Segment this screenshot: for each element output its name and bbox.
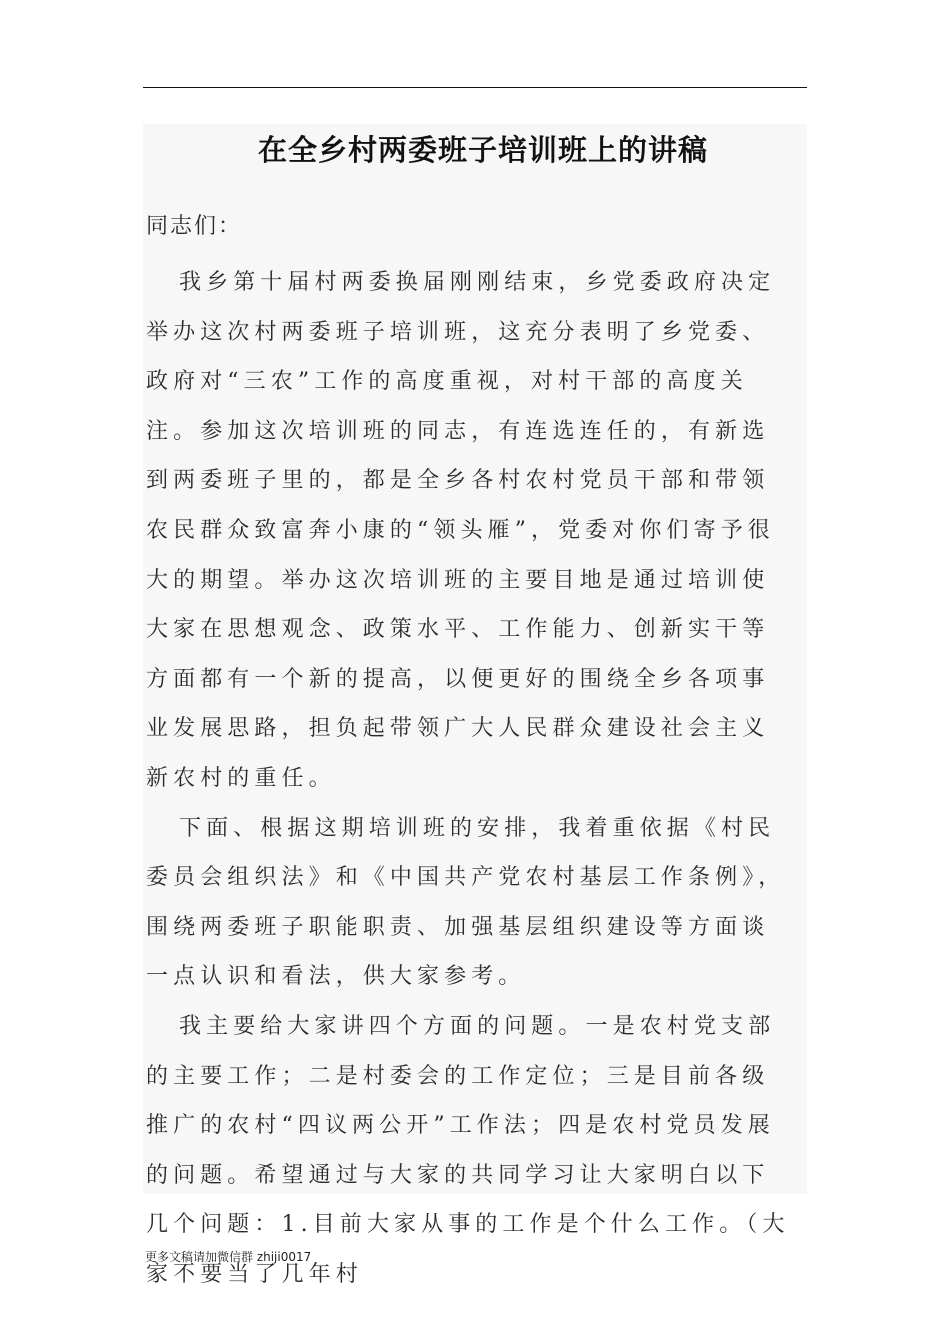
footer-note: 更多文稿请加微信群 zhiji0017 <box>145 1250 312 1264</box>
document-title: 在全乡村两委班子培训班上的讲稿 <box>257 133 708 167</box>
paragraph-1: 我乡第十届村两委换届刚刚结束，乡党委政府决定举办这次村两委班子培训班，这充分表明了乡党委、政府对“三农”工作的高度重视，对村干部的高度关注。参加这次培训班的同志，有连选连任的，有新选到两委班子里的，都是全乡各村农村党员干部和带领农民群众致富奔小康的“领头雁”，党委对你们寄予很大的期望。举办这次培训班的主要目地是通过培训使大家在思想观念、政策水平、工作能力、创新实干等方面都有一个新的提高，以便更好的围绕全乡各项事业发展思路，担负起带领广大人民群众建设社会主义新农村的重任。 <box>146 270 776 791</box>
document-body <box>146 258 794 1299</box>
salutation: 同志们： <box>146 214 243 239</box>
paragraph-2: 下面、根据这期培训班的安排，我着重依据《村民委员会组织法》和《中国共产党农村基层工作条例》，围绕两委班子职能职责、加强基层组织建设等方面谈一点认识和看法，供大家参考。 <box>146 815 786 990</box>
header-rule <box>143 87 807 88</box>
paragraph-3: 我主要给大家讲四个方面的问题。一是农村党支部的主要工作；二是村委会的工作定位；三是目前各级推广的农村“四议两公开”工作法；四是农村党员发展的问题。希望通过与大家的共同学习让大家明白以下几个问题：1.目前大家从事的工作是个什么工作。（大家不要当了几年村 <box>146 1013 790 1287</box>
